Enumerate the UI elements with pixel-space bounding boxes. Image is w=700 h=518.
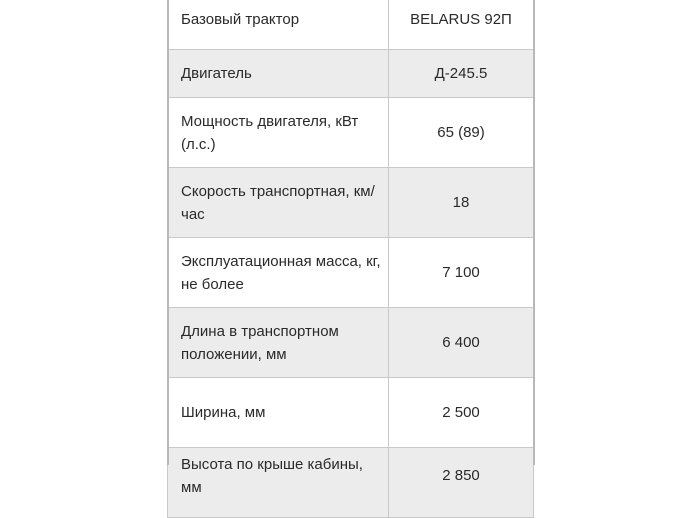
table-row-engine-power	[168, 98, 534, 168]
spec-value-width: 2 500	[389, 378, 534, 448]
spec-label-width: Ширина, мм	[168, 378, 389, 448]
spec-value-base-tractor: BELARUS 92П	[389, 0, 534, 50]
spec-label-cabin-height: Высота по крыше кабины, мм	[168, 448, 389, 518]
spec-label-transport-speed: Скорость транспортная, км/час	[168, 168, 389, 238]
table-left-border	[167, 0, 169, 465]
spec-value-engine: Д-245.5	[389, 50, 534, 98]
spec-label-operating-mass: Эксплуатационная масса, кг, не более	[168, 238, 389, 308]
table-row-cabin-height	[168, 448, 534, 518]
spec-value-transport-length: 6 400	[389, 308, 534, 378]
spec-label-transport-length: Длина в транспортном положении, мм	[168, 308, 389, 378]
spec-label-base-tractor: Базовый трактор	[168, 0, 389, 50]
spec-value-operating-mass: 7 100	[389, 238, 534, 308]
specifications-table	[167, 0, 534, 518]
table-row-transport-speed	[168, 168, 534, 238]
table-row-width	[168, 378, 534, 448]
table-row-base-tractor	[168, 0, 534, 50]
spec-value-transport-speed: 18	[389, 168, 534, 238]
table-right-border	[533, 0, 535, 465]
table-row-operating-mass	[168, 238, 534, 308]
table-row-transport-length	[168, 308, 534, 378]
spec-label-engine-power: Мощность двигателя, кВт (л.с.)	[168, 98, 389, 168]
spec-value-engine-power: 65 (89)	[389, 98, 534, 168]
table-row-engine	[168, 50, 534, 98]
spec-label-engine: Двигатель	[168, 50, 389, 98]
spec-value-cabin-height: 2 850	[389, 448, 534, 518]
